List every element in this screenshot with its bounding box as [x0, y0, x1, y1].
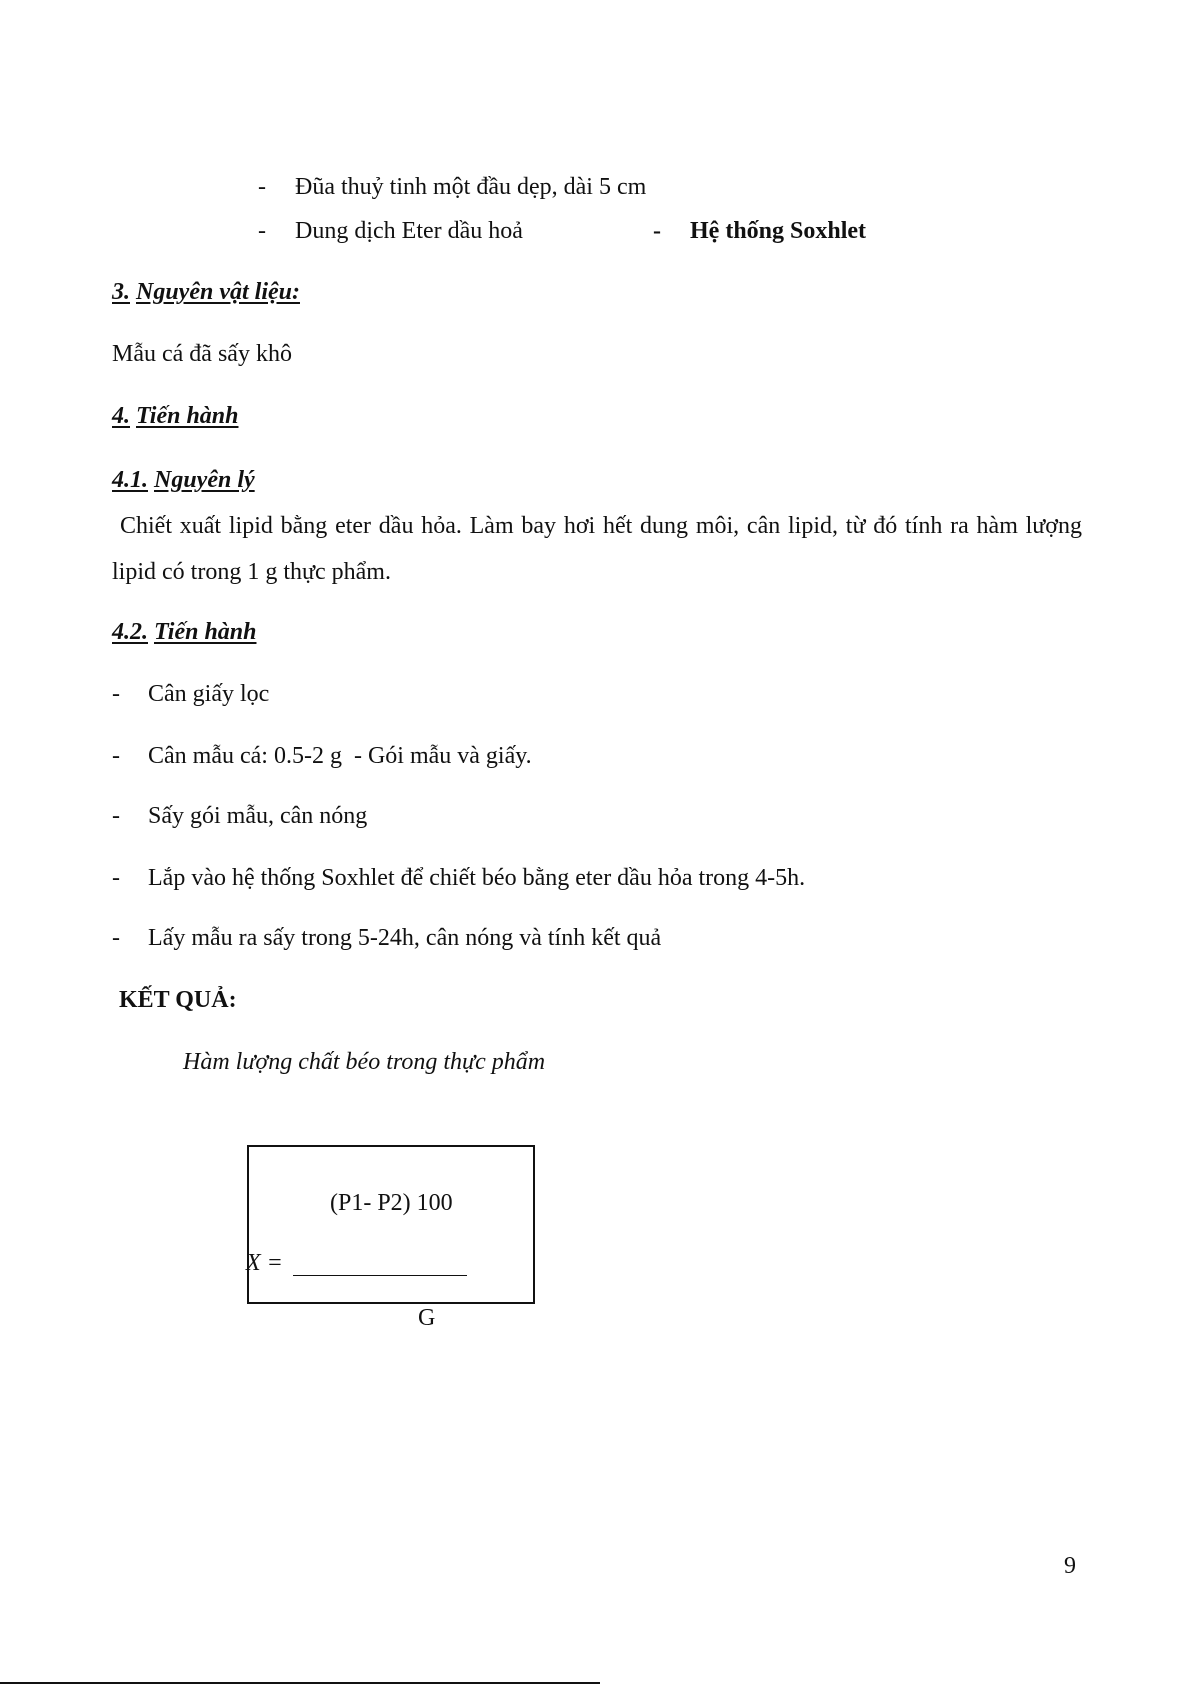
equipment-item-ether: Dung dịch Eter dầu hoả — [295, 218, 523, 244]
equipment-item-glass-rod: Đũa thuỷ tinh một đầu dẹp, dài 5 cm — [295, 174, 647, 200]
section-4-2-title: Tiến hành — [154, 619, 257, 645]
section-4-2-number: 4.2. — [112, 619, 148, 645]
list-dash: - — [258, 174, 266, 200]
section-4-1-number: 4.1. — [112, 467, 148, 493]
procedure-step: Cân mẫu cá: 0.5-2 g - Gói mẫu và giấy. — [148, 743, 532, 769]
equipment-item-soxhlet: Hệ thống Soxhlet — [690, 218, 867, 244]
section-3-number: 3. — [112, 279, 130, 305]
procedure-step: Sấy gói mẫu, cân nóng — [148, 803, 368, 829]
section-4-heading — [112, 403, 238, 431]
result-heading: KẾT QUẢ: — [119, 987, 237, 1013]
list-dash: - — [112, 803, 120, 829]
formula-numerator: (P1- P2) 100 — [330, 1190, 453, 1216]
section-4-2-heading — [112, 619, 256, 647]
section-3-title: Nguyên vật liệu: — [136, 279, 300, 305]
fraction-line — [293, 1275, 467, 1276]
list-dash: - — [112, 681, 120, 707]
formula-box — [247, 1145, 535, 1304]
bottom-rule — [0, 1682, 600, 1684]
principle-paragraph: Chiết xuất lipid bằng eter dầu hỏa. Làm bay hơi hết dung môi, cân lipid, từ đó tính ra hàm lượng lipid có trong 1 g thực phẩm. — [112, 513, 1082, 585]
list-dash: - — [112, 925, 120, 951]
section-3-content: Mẫu cá đã sấy khô — [112, 341, 292, 367]
list-dash: - — [112, 865, 120, 891]
list-dash: - — [653, 218, 661, 244]
section-4-1-heading — [112, 467, 255, 495]
formula-lhs: X = — [246, 1250, 283, 1276]
page-number: 9 — [1064, 1553, 1076, 1579]
procedure-step: Cân giấy lọc — [148, 681, 270, 707]
section-4-title: Tiến hành — [136, 403, 239, 429]
formula-denominator: G — [418, 1305, 436, 1331]
result-caption: Hàm lượng chất béo trong thực phẩm — [183, 1049, 546, 1075]
list-dash: - — [258, 218, 266, 244]
procedure-step: Lắp vào hệ thống Soxhlet để chiết béo bằng eter dầu hỏa trong 4-5h. — [148, 865, 806, 891]
section-3-heading — [112, 279, 300, 307]
procedure-step: Lấy mẫu ra sấy trong 5-24h, cân nóng và tính kết quả — [148, 925, 662, 951]
section-4-number: 4. — [112, 403, 130, 429]
list-dash: - — [112, 743, 120, 769]
section-4-1-title: Nguyên lý — [154, 467, 255, 493]
